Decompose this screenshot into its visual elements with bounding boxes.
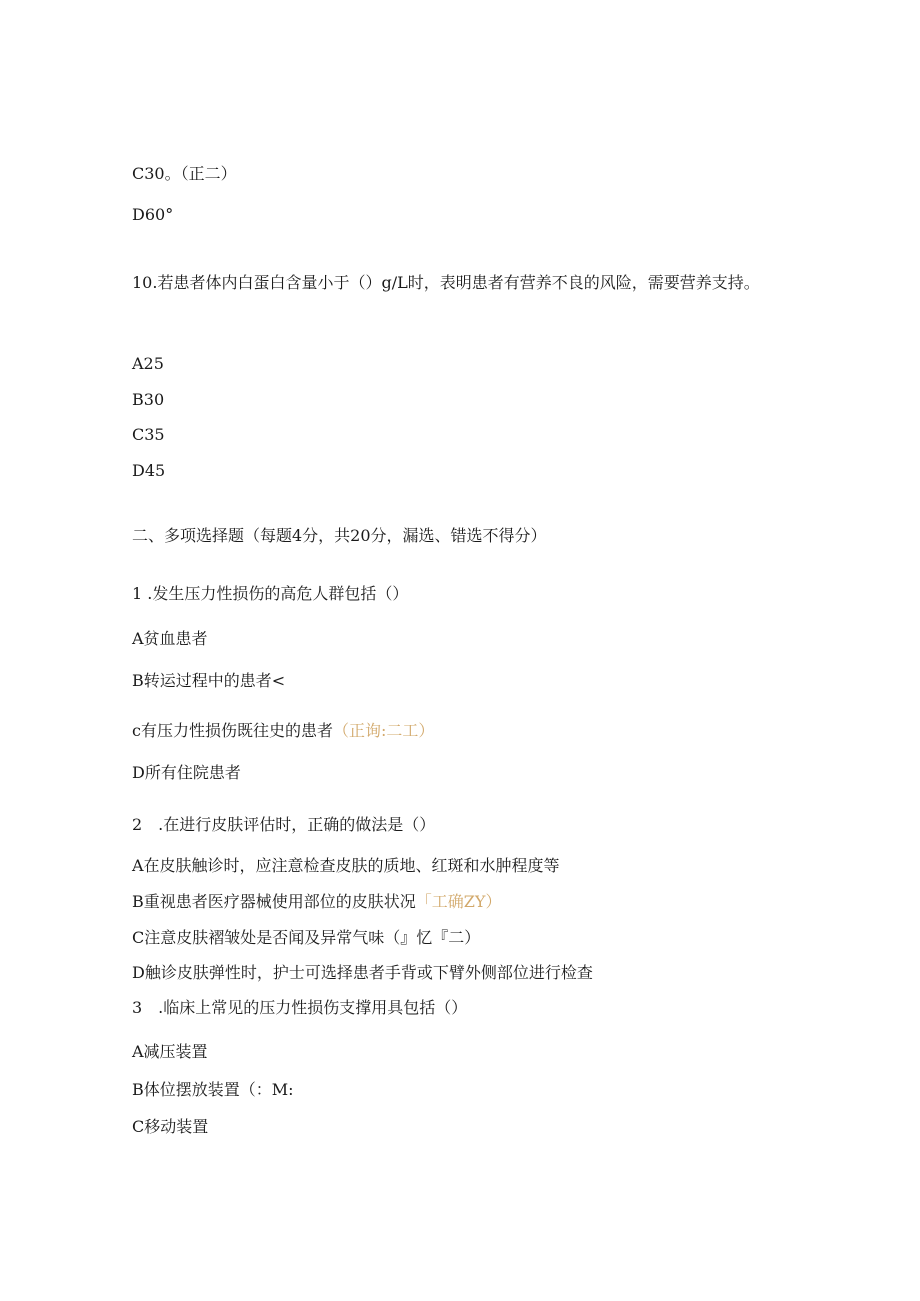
mq1-option-a: A贫血患者 [132, 629, 208, 648]
q9-option-c: C30。（正二） [132, 164, 237, 183]
mq3-option-c: C移动装置 [132, 1117, 209, 1136]
mq2-option-b-text: B重视患者医疗器械使用部位的皮肤状况 [132, 892, 416, 911]
mq1-option-d: D所有住院患者 [132, 763, 241, 782]
mq2-option-a: A在皮肤触诊时，应注意检查皮肤的质地、红斑和水肿程度等 [132, 856, 560, 875]
q9-option-d: D60° [132, 205, 174, 224]
mq2-option-d: D触诊皮肤弹性时，护士可选择患者手背或下臂外侧部位进行检查 [132, 963, 593, 982]
mq3-option-b: B体位摆放装置（：M: [132, 1080, 294, 1099]
q10-stem: 10.若患者体内白蛋白含量小于（）g/L时，表明患者有营养不良的风险，需要营养支持。 [132, 273, 760, 292]
mq1-option-b: B转运过程中的患者< [132, 671, 286, 690]
q10-option-a: A25 [132, 354, 164, 373]
mq1-option-c-text: c有压力性损伤既往史的患者 [132, 721, 333, 740]
mq3-stem: 3 .临床上常见的压力性损伤支撑用具包括（） [132, 998, 468, 1017]
mq1-option-c [132, 721, 434, 741]
mq2-stem: 2 .在进行皮肤评估时，正确的做法是（） [132, 815, 436, 834]
mq2-option-b-note: 「工确ZY） [415, 892, 502, 911]
mq1-option-c-note: （正询:二工） [332, 721, 435, 740]
section-heading: 二、多项选择题（每题4分，共20分，漏选、错选不得分） [132, 526, 547, 545]
q10-option-b: B30 [132, 390, 165, 409]
mq3-option-a: A减压装置 [132, 1042, 208, 1061]
q10-option-c: C35 [132, 425, 165, 444]
mq2-option-c: C注意皮肤褶皱处是否闻及异常气味（』忆『二） [132, 928, 481, 947]
q10-option-d: D45 [132, 461, 166, 480]
mq1-stem: 1 .发生压力性损伤的高危人群包括（） [132, 584, 409, 603]
mq2-option-b [132, 892, 501, 912]
